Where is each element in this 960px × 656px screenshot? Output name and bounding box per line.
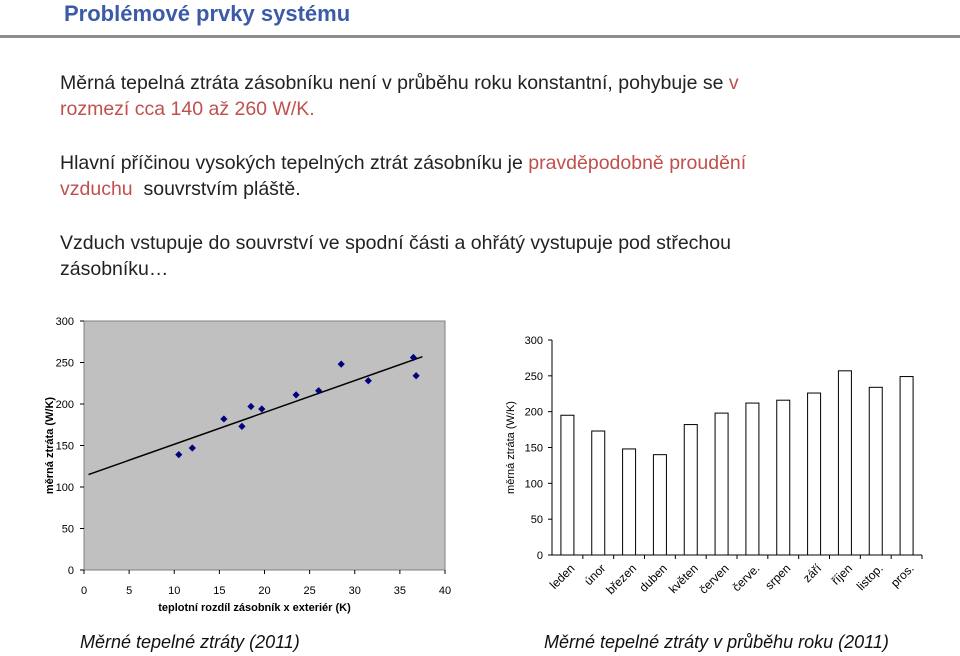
scatter-x-tick-label: 30: [348, 585, 361, 597]
scatter-x-tick-label: 5: [126, 585, 133, 597]
scatter-plot-area: [84, 321, 445, 570]
scatter-x-tick-label: 35: [393, 585, 406, 597]
bar: [561, 415, 574, 555]
scatter-x-tick-label: 0: [80, 585, 88, 597]
bar-category-label: duben: [636, 561, 671, 595]
bar-category-label: říjen: [828, 561, 856, 588]
scatter-y-tick-label: 100: [55, 482, 74, 494]
bar: [684, 425, 697, 555]
bar: [900, 377, 913, 555]
scatter-y-tick-label: 250: [55, 357, 74, 370]
paragraph-3-line-1: Vzduch vstupuje do souvrství ve spodní části a ohřátý vystupuje pod střechou: [60, 232, 731, 254]
paragraph-2-text: Hlavní příčinou vysokých tepelných ztrát zásobníku je: [60, 152, 523, 174]
bar-category-label: květen: [665, 561, 701, 597]
bar: [777, 400, 790, 555]
scatter-y-tick-label: 150: [55, 440, 74, 453]
bar-category-label: srpen: [762, 561, 794, 593]
scatter-x-tick-label: 25: [303, 585, 316, 597]
scatter-y-tick-label: 0: [67, 565, 74, 577]
scatter-y-tick-label: 50: [61, 523, 74, 536]
caption-right: Měrné tepelné ztráty v průběhu roku (2011): [544, 632, 889, 652]
paragraph-1-line-2: rozmezí cca 140 až 260 W/K.: [60, 98, 315, 120]
scatter-y-tick-label: 200: [55, 399, 74, 411]
bar-category-label: červe.: [729, 561, 763, 595]
paragraph-2-highlight-2: vzduchu: [60, 178, 133, 200]
bar-category-label: červen: [696, 561, 732, 597]
bar: [653, 455, 666, 555]
paragraph-1-text: Měrná tepelná ztráta zásobníku není v průběhu roku konstantní, pohybuje se: [60, 72, 724, 94]
bar-category-label: září: [800, 561, 825, 586]
bar-y-tick-label: 100: [524, 478, 543, 491]
bar: [592, 431, 605, 555]
caption-left: Měrné tepelné ztráty (2011): [80, 632, 300, 652]
bar-y-tick-label: 200: [524, 406, 543, 419]
bar: [808, 393, 821, 555]
bar-category-label: březen: [603, 561, 640, 598]
paragraph-3-line-2: zásobníku…: [60, 258, 169, 280]
scatter-y-axis-label: měrná ztráta (W/K): [44, 396, 56, 495]
scatter-x-tick-label: 15: [213, 585, 226, 597]
scatter-y-tick-label: 300: [55, 316, 74, 328]
paragraph-1-highlight: v: [728, 72, 739, 94]
scatter-x-axis-label: teplotní rozdíl zásobník x exteriér (K): [158, 602, 351, 614]
bar-y-tick-label: 300: [524, 335, 543, 347]
paragraph-2-highlight: pravděpodobně proudění: [528, 152, 747, 174]
bar: [623, 449, 636, 555]
bar-y-tick-label: 250: [524, 370, 543, 383]
bar: [746, 403, 759, 555]
bar-y-axis-label: měrná ztráta (W/K): [505, 401, 517, 494]
bar-category-label: leden: [546, 561, 578, 592]
bar: [869, 387, 882, 555]
bar-y-tick-label: 150: [524, 442, 543, 455]
bar-y-tick-label: 0: [536, 550, 543, 562]
bar: [715, 413, 728, 555]
bar-category-label: pros.: [887, 561, 917, 590]
bar-y-tick-label: 50: [530, 514, 543, 527]
paragraph-2-text-2: souvrstvím pláště.: [143, 178, 301, 200]
scatter-x-tick-label: 20: [258, 585, 271, 597]
scatter-x-tick-label: 10: [168, 585, 181, 597]
slide-title: Problémové prvky systému: [64, 1, 351, 26]
bar-category-label: listop.: [853, 561, 886, 594]
scatter-x-tick-label: 40: [438, 585, 452, 597]
bar: [838, 371, 851, 555]
bar-category-label: únor: [581, 561, 609, 589]
